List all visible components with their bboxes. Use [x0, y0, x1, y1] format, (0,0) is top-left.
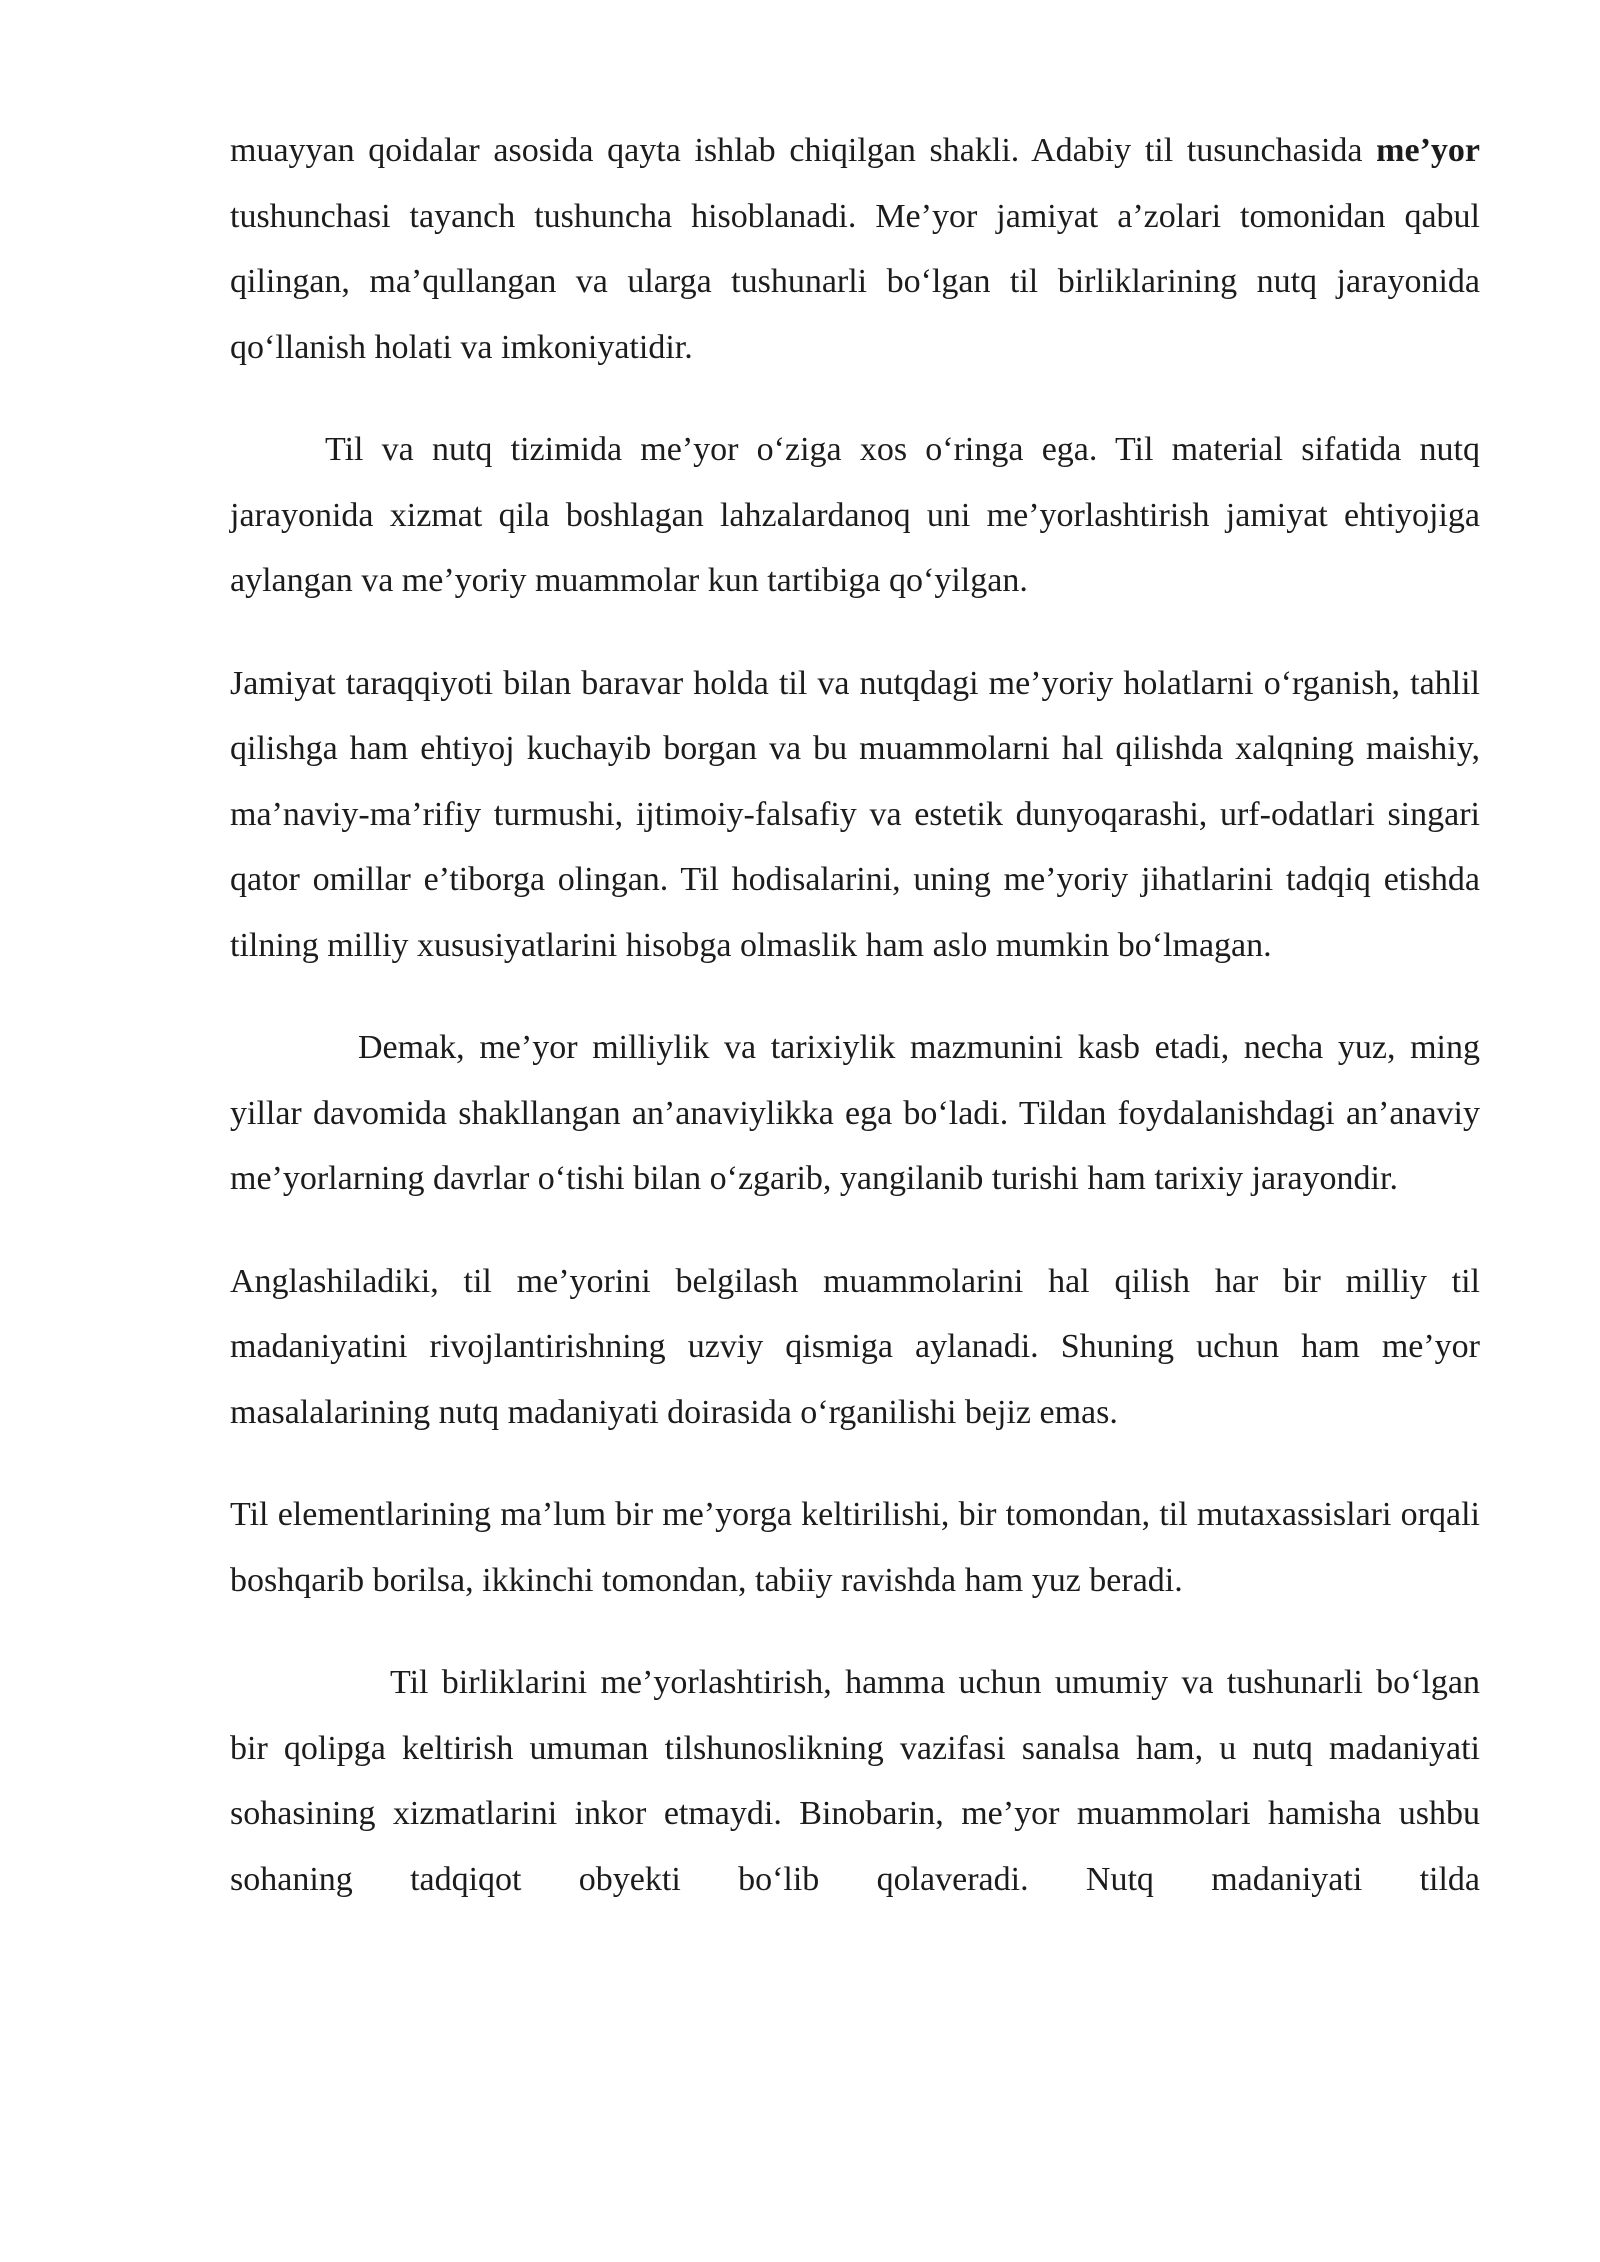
paragraph-2: Til va nutq tizimida me’yor o‘ziga xos o‘ringa ega. Til material sifatida nutq jarayonida xizmat qila boshlagan lahzalardanoq uni me’yorlashtirish jamiyat ehtiyojiga aylangan va me’yoriy muammolar kun tartibiga qo‘yilgan.: [230, 431, 1480, 599]
document-page: [230, 118, 1480, 1949]
bold-term-meyor: me’yor: [1376, 132, 1480, 169]
paragraph-3: Jamiyat taraqqiyoti bilan baravar holda til va nutqdagi me’yoriy holatlarni o‘rganish, tahlil qilishga ham ehtiyoj kuchayib borgan va bu muammolarni hal qilishda xalqning maishiy, ma’naviy-ma’rifiy turmushi, ijtimoiy-falsafiy va estetik dunyoqarashi, urf-odatlari singari qator omillar e’tiborga olingan. Til hodisalarini, uning me’yoriy jihatlarini tadqiq etishda tilning milliy xususiyatlarini hisobga olmaslik ham aslo mumkin bo‘lmagan.: [230, 664, 1480, 964]
paragraph-1-text-end: tushunchasi tayanch tushuncha hisoblanadi. Me’yor jamiyat a’zolari tomonidan qabul qilingan, ma’qullangan va ularga tushunarli bo‘lgan til birliklarining nutq jarayonida qo‘llanish holati va imkoniyatidir.: [230, 197, 1480, 366]
paragraph-6: Til elementlarining ma’lum bir me’yorga keltirilishi, bir tomondan, til mutaxassislari orqali boshqarib borilsa, ikkinchi tomondan, tabiiy ravishda ham yuz beradi.: [230, 1496, 1480, 1599]
paragraph-1: [230, 118, 1480, 380]
paragraph-4: Demak, me’yor milliylik va tarixiylik mazmunini kasb etadi, necha yuz, ming yillar davomida shakllangan an’anaviylikka ega bo‘ladi. Tildan foydalanishdagi an’anaviy me’yorlarning davrlar o‘tishi bilan o‘zgarib, yangilanib turishi ham tarixiy jarayondir.: [230, 1029, 1480, 1197]
paragraph-1-text-start: muayyan qoidalar asosida qayta ishlab chiqilgan shakli. Adabiy til tusunchasida: [230, 132, 1377, 169]
paragraph-5: Anglashiladiki, til me’yorini belgilash muammolarini hal qilish har bir milliy til madaniyatini rivojlantirishning uzviy qismiga aylanadi. Shuning uchun ham me’yor masalalarining nutq madaniyati doirasida o‘rganilishi bejiz emas.: [230, 1262, 1480, 1431]
paragraph-7: Til birliklarini me’yorlashtirish, hamma uchun umumiy va tushunarli bo‘lgan bir qolipga keltirish umuman tilshunoslikning vazifasi sanalsa ham, u nutq madaniyati sohasining xizmatlarini inkor etmaydi. Binobarin, me’yor muammolari hamisha ushbu sohaning tadqiqot obyekti bo‘lib qolaveradi. Nutq madaniyati tilda: [230, 1664, 1480, 1898]
